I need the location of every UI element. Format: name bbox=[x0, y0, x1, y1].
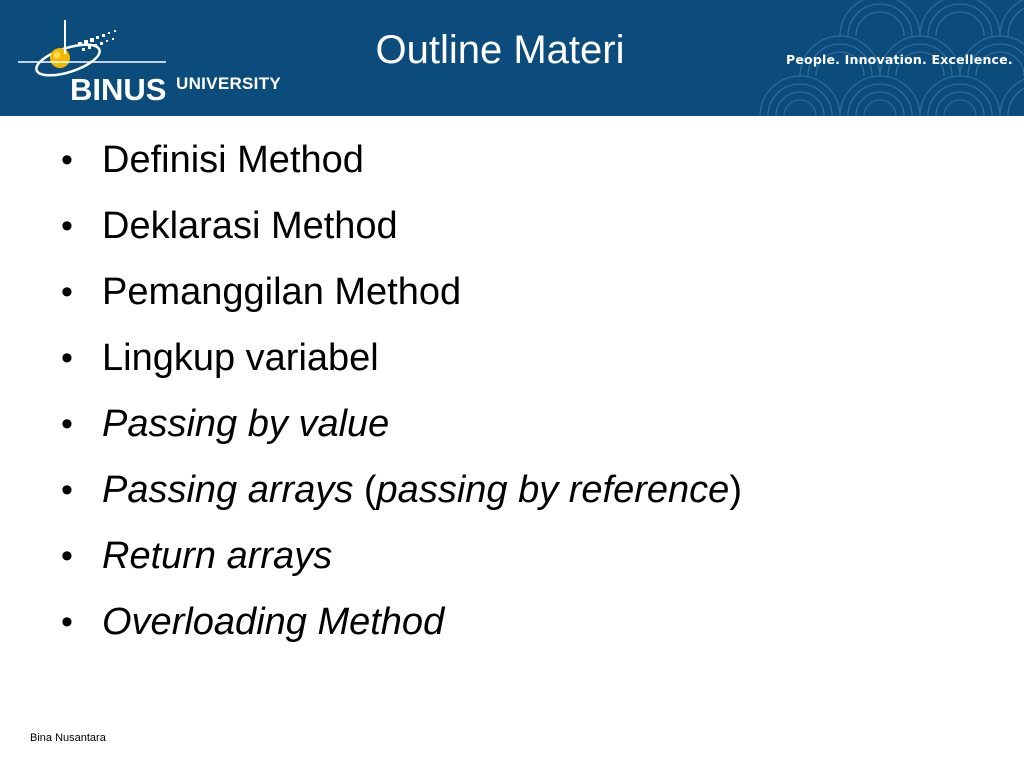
tagline: People. Innovation. Excellence. bbox=[786, 52, 1013, 67]
bullet-text: Pemanggilan Method bbox=[102, 271, 462, 313]
bullet-item-passing-arrays bbox=[58, 468, 742, 534]
footer-text: Bina Nusantara bbox=[30, 732, 106, 744]
bullet-marker: • bbox=[61, 207, 73, 245]
bullet-text: Return arrays bbox=[102, 535, 333, 577]
bullet-item-passing-by-value bbox=[58, 402, 742, 468]
bullet-marker: • bbox=[61, 603, 73, 641]
bullet-text-part1: Passing arrays bbox=[102, 469, 354, 511]
bullet-item-overloading-method bbox=[58, 600, 742, 666]
binus-university-logo[interactable] bbox=[18, 16, 298, 107]
slide-header bbox=[0, 0, 1024, 116]
logo-wordmark: BINUS bbox=[70, 72, 167, 107]
bullet-text: Overloading Method bbox=[102, 601, 445, 643]
bullet-text: Passing by value bbox=[102, 403, 390, 445]
bullet-list bbox=[58, 138, 742, 666]
bullet-marker: • bbox=[61, 273, 73, 311]
bullet-marker: • bbox=[61, 471, 73, 509]
bullet-text: Deklarasi Method bbox=[102, 205, 398, 247]
bullet-text-part4: ) bbox=[729, 469, 742, 511]
bullet-marker: • bbox=[61, 405, 73, 443]
bullet-marker: • bbox=[61, 339, 73, 377]
bullet-item-lingkup-variabel bbox=[58, 336, 742, 402]
logo-subtitle: UNIVERSITY bbox=[176, 74, 282, 93]
bullet-marker: • bbox=[61, 141, 73, 179]
slide-title: Outline Materi bbox=[375, 28, 625, 72]
bullet-item-return-arrays bbox=[58, 534, 742, 600]
bullet-item-definisi-method bbox=[58, 138, 742, 204]
bullet-text: Definisi Method bbox=[102, 139, 364, 181]
bullet-text-part2: ( bbox=[353, 469, 377, 511]
bullet-item-pemanggilan-method bbox=[58, 270, 742, 336]
bullet-text: Lingkup variabel bbox=[102, 337, 379, 379]
bullet-text-part3: passing by reference bbox=[376, 469, 730, 511]
bullet-marker: • bbox=[61, 537, 73, 575]
bullet-item-deklarasi-method bbox=[58, 204, 742, 270]
